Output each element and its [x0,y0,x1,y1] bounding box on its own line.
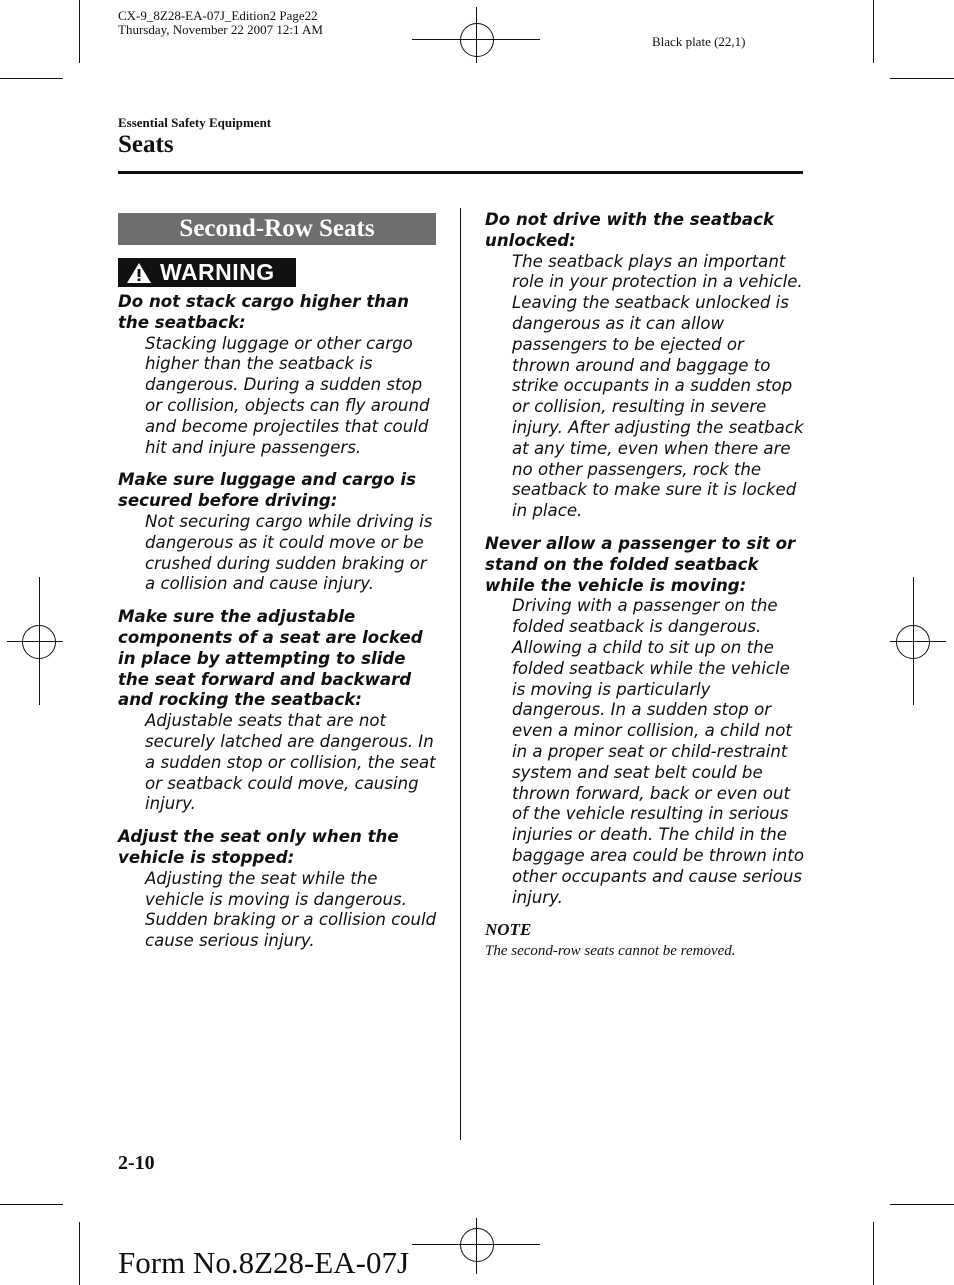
item-heading: Do not stack cargo higher than the seatback: [118,292,409,332]
warning-item [485,210,807,522]
page-title: Seats [118,131,174,158]
crop-mark [0,1204,63,1205]
item-body: Driving with a passenger on the folded seatback is dangerous. Allowing a child to sit up on the folded seatback while the vehicle is moving is particularly dangerous. In a sudden stop or even a minor collision, a child not in a proper seat or child-restraint system and seat belt could be thrown forward, back or even out of the vehicle resulting in serious injuries or death. The child in the baggage area could be thrown into other occupants and cause serious injury. [512,596,804,907]
warning-label: WARNING [160,259,275,285]
crop-mark [873,0,874,63]
slug-line-1: CX-9_8Z28-EA-07J_Edition2 Page22 [118,8,318,23]
crop-mark [890,78,954,79]
item-heading: Adjust the seat only when the vehicle is stopped: [118,827,399,867]
crop-mark [890,1204,954,1205]
column-divider [460,208,461,1140]
left-column [118,292,440,964]
header-rule [118,171,803,174]
crop-mark [0,78,63,79]
item-body: Adjusting the seat while the vehicle is moving is dangerous. Sudden braking or a collision could cause serious injury. [145,868,437,951]
right-column [485,210,807,961]
form-number: Form No.8Z28-EA-07J [118,1245,410,1280]
warning-item [118,607,440,815]
page-number: 2-10 [118,1152,155,1174]
item-heading: Make sure the adjustable components of a seat are locked in place by attempting to slide the seat forward and backward and rocking the seatback: [118,607,423,710]
crop-mark [873,1222,874,1285]
item-heading: Never allow a passenger to sit or stand on the folded seatback while the vehicle is moving: [485,533,796,595]
crop-mark [79,0,80,63]
section-label: Essential Safety Equipment [118,115,272,130]
warning-item [118,292,440,458]
note-text: The second-row seats cannot be removed. [485,943,736,960]
item-body: Not securing cargo while driving is dangerous as it could move or be crushed during sudden braking or a collision and cause injury. [145,511,433,594]
warning-item [485,534,807,908]
item-body: Stacking luggage or other cargo higher than the seatback is dangerous. During a sudden stop or collision, objects can fly around and become projectiles that could hit and injure passengers. [145,333,430,457]
note-heading: NOTE [485,920,532,940]
warning-icon [126,262,152,284]
item-body: Adjustable seats that are not securely latched are dangerous. In a sudden stop or collision, the seat or seatback could move, causing injury. [145,711,436,814]
item-heading: Make sure luggage and cargo is secured before driving: [118,470,416,511]
subsection-title: Second-Row Seats [118,213,436,245]
warning-item [118,470,440,595]
slug-line-2: Thursday, November 22 2007 12:1 AM [118,22,323,37]
plate-label: Black plate (22,1) [652,34,746,49]
item-heading: Do not drive with the seatback unlocked: [485,210,774,250]
warning-badge [118,258,296,287]
crop-mark [79,1222,80,1285]
item-body: The seatback plays an important role in your protection in a vehicle. Leaving the seatback unlocked is dangerous as it can allow passengers to be ejected or thrown around and baggage to strike occupants in a sudden stop or collision, resulting in severe injury. After adjusting the seatback at any time, even when there are no other passengers, rock the seatback to make sure it is locked in place. [512,251,804,521]
warning-item [118,827,440,952]
